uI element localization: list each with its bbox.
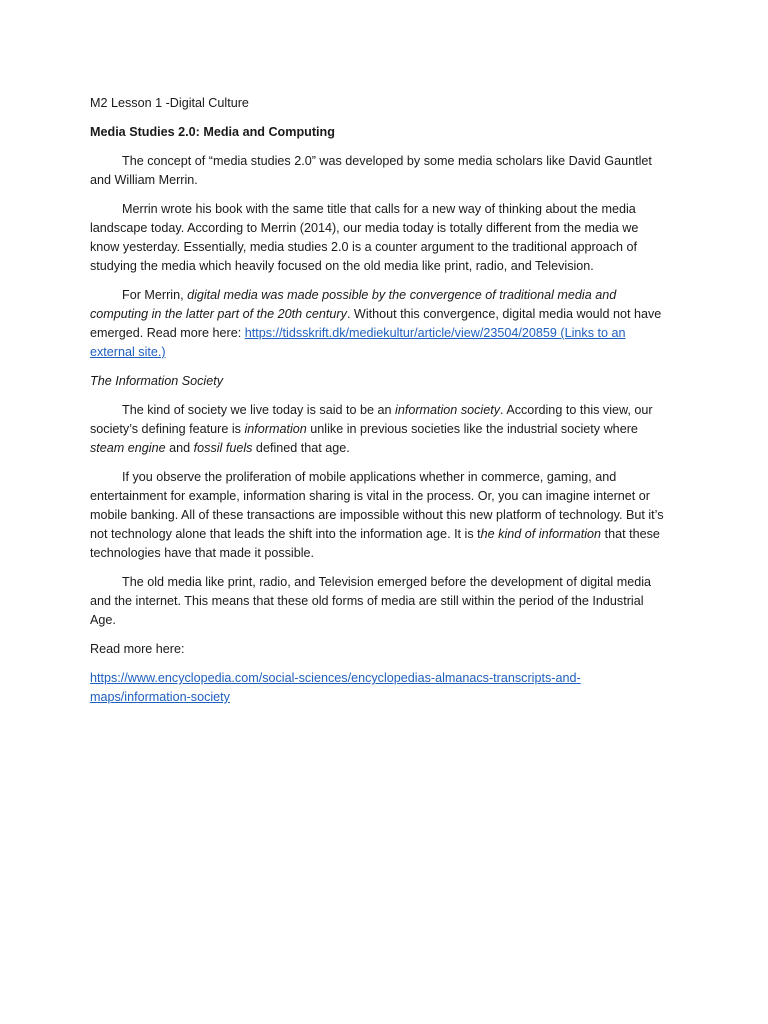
paragraph-3-prefix: For Merrin, (122, 288, 188, 302)
p4-c: . According to this view, our society’s defining feature is (90, 403, 653, 436)
p5-c: that these technologies have that made it possible. (90, 527, 660, 560)
paragraph-2: Merrin wrote his book with the same title that calls for a new way of thinking about the media landscape today. According to Merrin (2014), our media today is totally different from the media we know yesterday. Essentially, media studies 2.0 is a counter argument to the traditional approach of studying the media which heavily focused on the old media like print, radio, and Television. (90, 202, 639, 273)
p4-f: steam engine (90, 441, 166, 455)
lesson-title: M2 Lesson 1 -Digital Culture (90, 96, 249, 110)
final-link-paragraph (90, 669, 670, 707)
paragraph-3 (90, 286, 670, 362)
p4-e: unlike in previous societies like the industrial society where (306, 422, 638, 436)
paragraph-6: The old media like print, radio, and Television emerged before the development of digital media and the internet. This means that these old forms of media are still within the period of the Industrial Age. (90, 575, 652, 627)
paragraph-1: The concept of “media studies 2.0” was developed by some media scholars like David Gauntlet and William Merrin. (90, 154, 652, 187)
p4-a: The kind of society we live today is said to be an (122, 403, 396, 417)
subheading-information-society: The Information Society (90, 374, 223, 388)
p4-d: information (244, 422, 307, 436)
read-more-label: Read more here: (90, 642, 185, 656)
p5-a: If you observe the proliferation of mobile applications whether in commerce, gaming, and entertainment for example, information sharing is vital in the process. Or, you can imagine internet or mobile banking. All of these transactions are impossible without this new platform of technology. But it’s not technology alone that leads the shift into the information age. It is t (90, 470, 664, 541)
p4-i: defined that age. (252, 441, 350, 455)
section-title: Media Studies 2.0: Media and Computing (90, 125, 335, 139)
mediekultur-link[interactable]: https://tidsskrift.dk/mediekultur/article/view/23504/20859 (Links to an external site.) (90, 326, 626, 359)
paragraph-4 (90, 401, 670, 458)
document-page (90, 94, 670, 717)
p4-g: and (165, 441, 194, 455)
encyclopedia-link[interactable]: https://www.encyclopedia.com/social-sciences/encyclopedias-almanacs-transcripts-and-maps/information-society (90, 671, 581, 704)
p4-h: fossil fuels (193, 441, 253, 455)
p5-b: he kind of information (480, 527, 602, 541)
paragraph-3-italic: digital media was made possible by the convergence of traditional media and computing in the latter part of the 20th century (90, 288, 617, 321)
paragraph-5 (90, 468, 670, 563)
paragraph-3-suffix: . Without this convergence, digital media would not have emerged. Read more here: (90, 307, 662, 340)
p4-b: information society (395, 403, 501, 417)
